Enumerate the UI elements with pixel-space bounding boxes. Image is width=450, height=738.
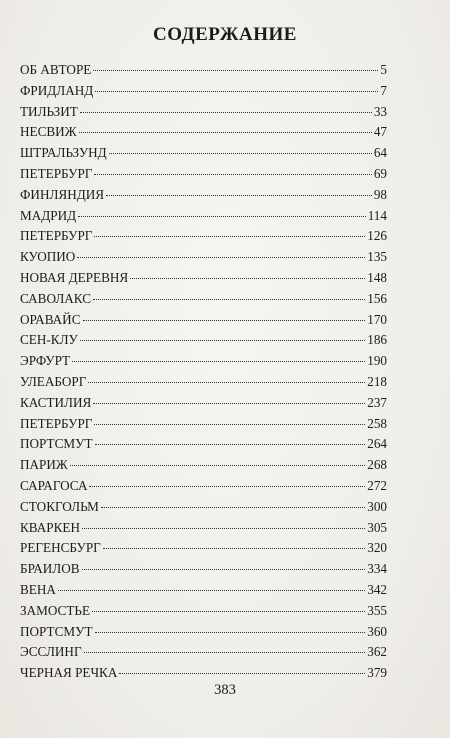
dot-leader	[72, 361, 365, 362]
toc-entry-page: 379	[367, 665, 387, 681]
toc-entry-title: ТИЛЬЗИТ	[20, 103, 78, 119]
toc-entry	[20, 538, 387, 559]
toc-entry-title: ШТРАЛЬЗУНД	[20, 145, 107, 161]
toc-entry	[20, 580, 387, 601]
toc-entry	[20, 310, 387, 331]
dot-leader	[70, 465, 365, 466]
dot-leader	[95, 444, 366, 445]
toc-entry	[20, 455, 387, 476]
toc-entry	[20, 268, 387, 289]
toc-entry-page: 305	[367, 519, 387, 535]
toc-entry	[20, 60, 387, 81]
toc-entry-page: 190	[367, 353, 387, 369]
toc-entry-page: 114	[367, 207, 387, 223]
toc-entry-title: ОБ АВТОРЕ	[20, 62, 92, 77]
toc-entry	[20, 122, 387, 143]
toc-entry	[20, 81, 387, 102]
toc-entry	[20, 434, 387, 455]
toc-entry	[20, 372, 387, 393]
toc-entry-page: 334	[367, 561, 387, 577]
dot-leader	[94, 174, 371, 175]
dot-leader	[82, 528, 365, 529]
dot-leader	[80, 340, 365, 341]
toc-entry	[20, 518, 387, 539]
toc-entry-title: НЕСВИЖ	[20, 124, 77, 140]
dot-leader	[95, 91, 378, 92]
toc-entry-page: 69	[373, 165, 387, 181]
toc-entry-page: 320	[367, 540, 387, 556]
toc-entry-page: 98	[373, 186, 387, 202]
toc-entry-page: 264	[367, 436, 387, 452]
toc-entry-title: ПОРТСМУТ	[20, 436, 93, 452]
toc-entry	[20, 289, 387, 310]
dot-leader	[78, 216, 366, 217]
toc-entry	[20, 622, 387, 643]
toc-entry-page: 355	[367, 602, 387, 618]
dot-leader	[94, 424, 365, 425]
toc-entry-page: 7	[380, 82, 387, 98]
toc-entry-page: 237	[367, 394, 387, 410]
toc-entry	[20, 206, 387, 227]
toc-entry-title: ПОРТСМУТ	[20, 623, 93, 639]
toc-entry	[20, 330, 387, 351]
toc-entry-title: СТОКГОЛЬМ	[20, 498, 99, 514]
toc-entry-title: КВАРКЕН	[20, 519, 80, 535]
toc-entry	[20, 226, 387, 247]
toc-entry	[20, 164, 387, 185]
toc-entry	[20, 414, 387, 435]
toc-entry-page: 272	[367, 477, 387, 493]
toc-entry-title: ЭРФУРТ	[20, 353, 71, 369]
toc-entry-page: 258	[367, 415, 387, 431]
toc-entry-title: ЧЕРНАЯ РЕЧКА	[20, 665, 118, 681]
dot-leader	[130, 278, 365, 279]
dot-leader	[103, 548, 365, 549]
toc-entry-page: 148	[367, 269, 387, 285]
dot-leader	[77, 257, 365, 258]
toc-entry	[20, 642, 387, 663]
dot-leader	[95, 632, 366, 633]
toc-entry-page: 360	[367, 623, 387, 639]
toc-entry-page: 156	[367, 290, 387, 306]
toc-entry	[20, 559, 387, 580]
toc-entry-page: 170	[367, 311, 387, 327]
toc-entry-title: КАСТИЛИЯ	[20, 394, 92, 410]
dot-leader	[79, 132, 372, 133]
toc-entry-page: 5	[380, 62, 387, 77]
toc-entry-title: ПЕТЕРБУРГ	[20, 165, 93, 181]
toc-entry-page: 300	[367, 498, 387, 514]
toc-entry	[20, 601, 387, 622]
toc-entry-title: САВОЛАКС	[20, 290, 92, 306]
toc-entry-title: МАДРИД	[20, 207, 77, 223]
toc-entry-title: КУОПИО	[20, 249, 76, 265]
toc-entry-title: УЛЕАБОРГ	[20, 373, 87, 389]
toc-entry-title: ФРИДЛАНД	[20, 82, 94, 98]
toc-entry	[20, 102, 387, 123]
toc-entry-title: ПЕТЕРБУРГ	[20, 228, 93, 244]
toc-entry-page: 362	[367, 644, 387, 660]
toc-entry-title: САРАГОСА	[20, 477, 88, 493]
page-number: 383	[214, 682, 236, 698]
toc-entry	[20, 476, 387, 497]
toc-entry-title: ОРАВАЙС	[20, 311, 81, 327]
toc-entry	[20, 351, 387, 372]
dot-leader	[106, 195, 372, 196]
dot-leader	[119, 673, 365, 674]
toc-entry-page: 64	[373, 145, 387, 161]
toc-entry-page: 342	[367, 581, 387, 597]
toc-entry	[20, 143, 387, 164]
dot-leader	[89, 486, 365, 487]
toc-entry	[20, 185, 387, 206]
dot-leader	[93, 299, 365, 300]
dot-leader	[93, 403, 365, 404]
dot-leader	[83, 320, 366, 321]
toc-entry-page: 268	[367, 457, 387, 473]
dot-leader	[92, 611, 365, 612]
dot-leader	[82, 569, 366, 570]
toc-entry	[20, 497, 387, 518]
toc-entry-title: СЕН-КЛУ	[20, 332, 78, 348]
dot-leader	[101, 507, 365, 508]
toc-entry	[20, 393, 387, 414]
toc-entry-title: ЭССЛИНГ	[20, 644, 82, 660]
dot-leader	[93, 70, 378, 71]
toc-entry-title: БРАИЛОВ	[20, 561, 80, 577]
toc-entry-title: ПАРИЖ	[20, 457, 68, 473]
dot-leader	[94, 236, 365, 237]
toc-entry-page: 186	[367, 332, 387, 348]
table-of-contents	[20, 60, 387, 684]
dot-leader	[58, 590, 365, 591]
dot-leader	[88, 382, 365, 383]
toc-entry-title: ФИНЛЯНДИЯ	[20, 186, 105, 202]
toc-entry-page: 135	[367, 249, 387, 265]
dot-leader	[84, 652, 366, 653]
toc-entry-page: 126	[367, 228, 387, 244]
dot-leader	[80, 112, 372, 113]
toc-entry-title: ЗАМОСТЬЕ	[20, 602, 91, 618]
toc-entry-title: ВЕНА	[20, 581, 56, 597]
toc-entry-page: 33	[373, 103, 387, 119]
toc-entry-title: РЕГЕНСБУРГ	[20, 540, 101, 556]
dot-leader	[109, 153, 372, 154]
toc-entry-page: 47	[373, 124, 387, 140]
toc-entry-title: ПЕТЕРБУРГ	[20, 415, 93, 431]
toc-entry	[20, 247, 387, 268]
toc-entry-title: НОВАЯ ДЕРЕВНЯ	[20, 269, 129, 285]
page-title: СОДЕРЖАНИЕ	[153, 24, 297, 45]
toc-entry-page: 218	[367, 373, 387, 389]
toc-entry	[20, 663, 387, 684]
